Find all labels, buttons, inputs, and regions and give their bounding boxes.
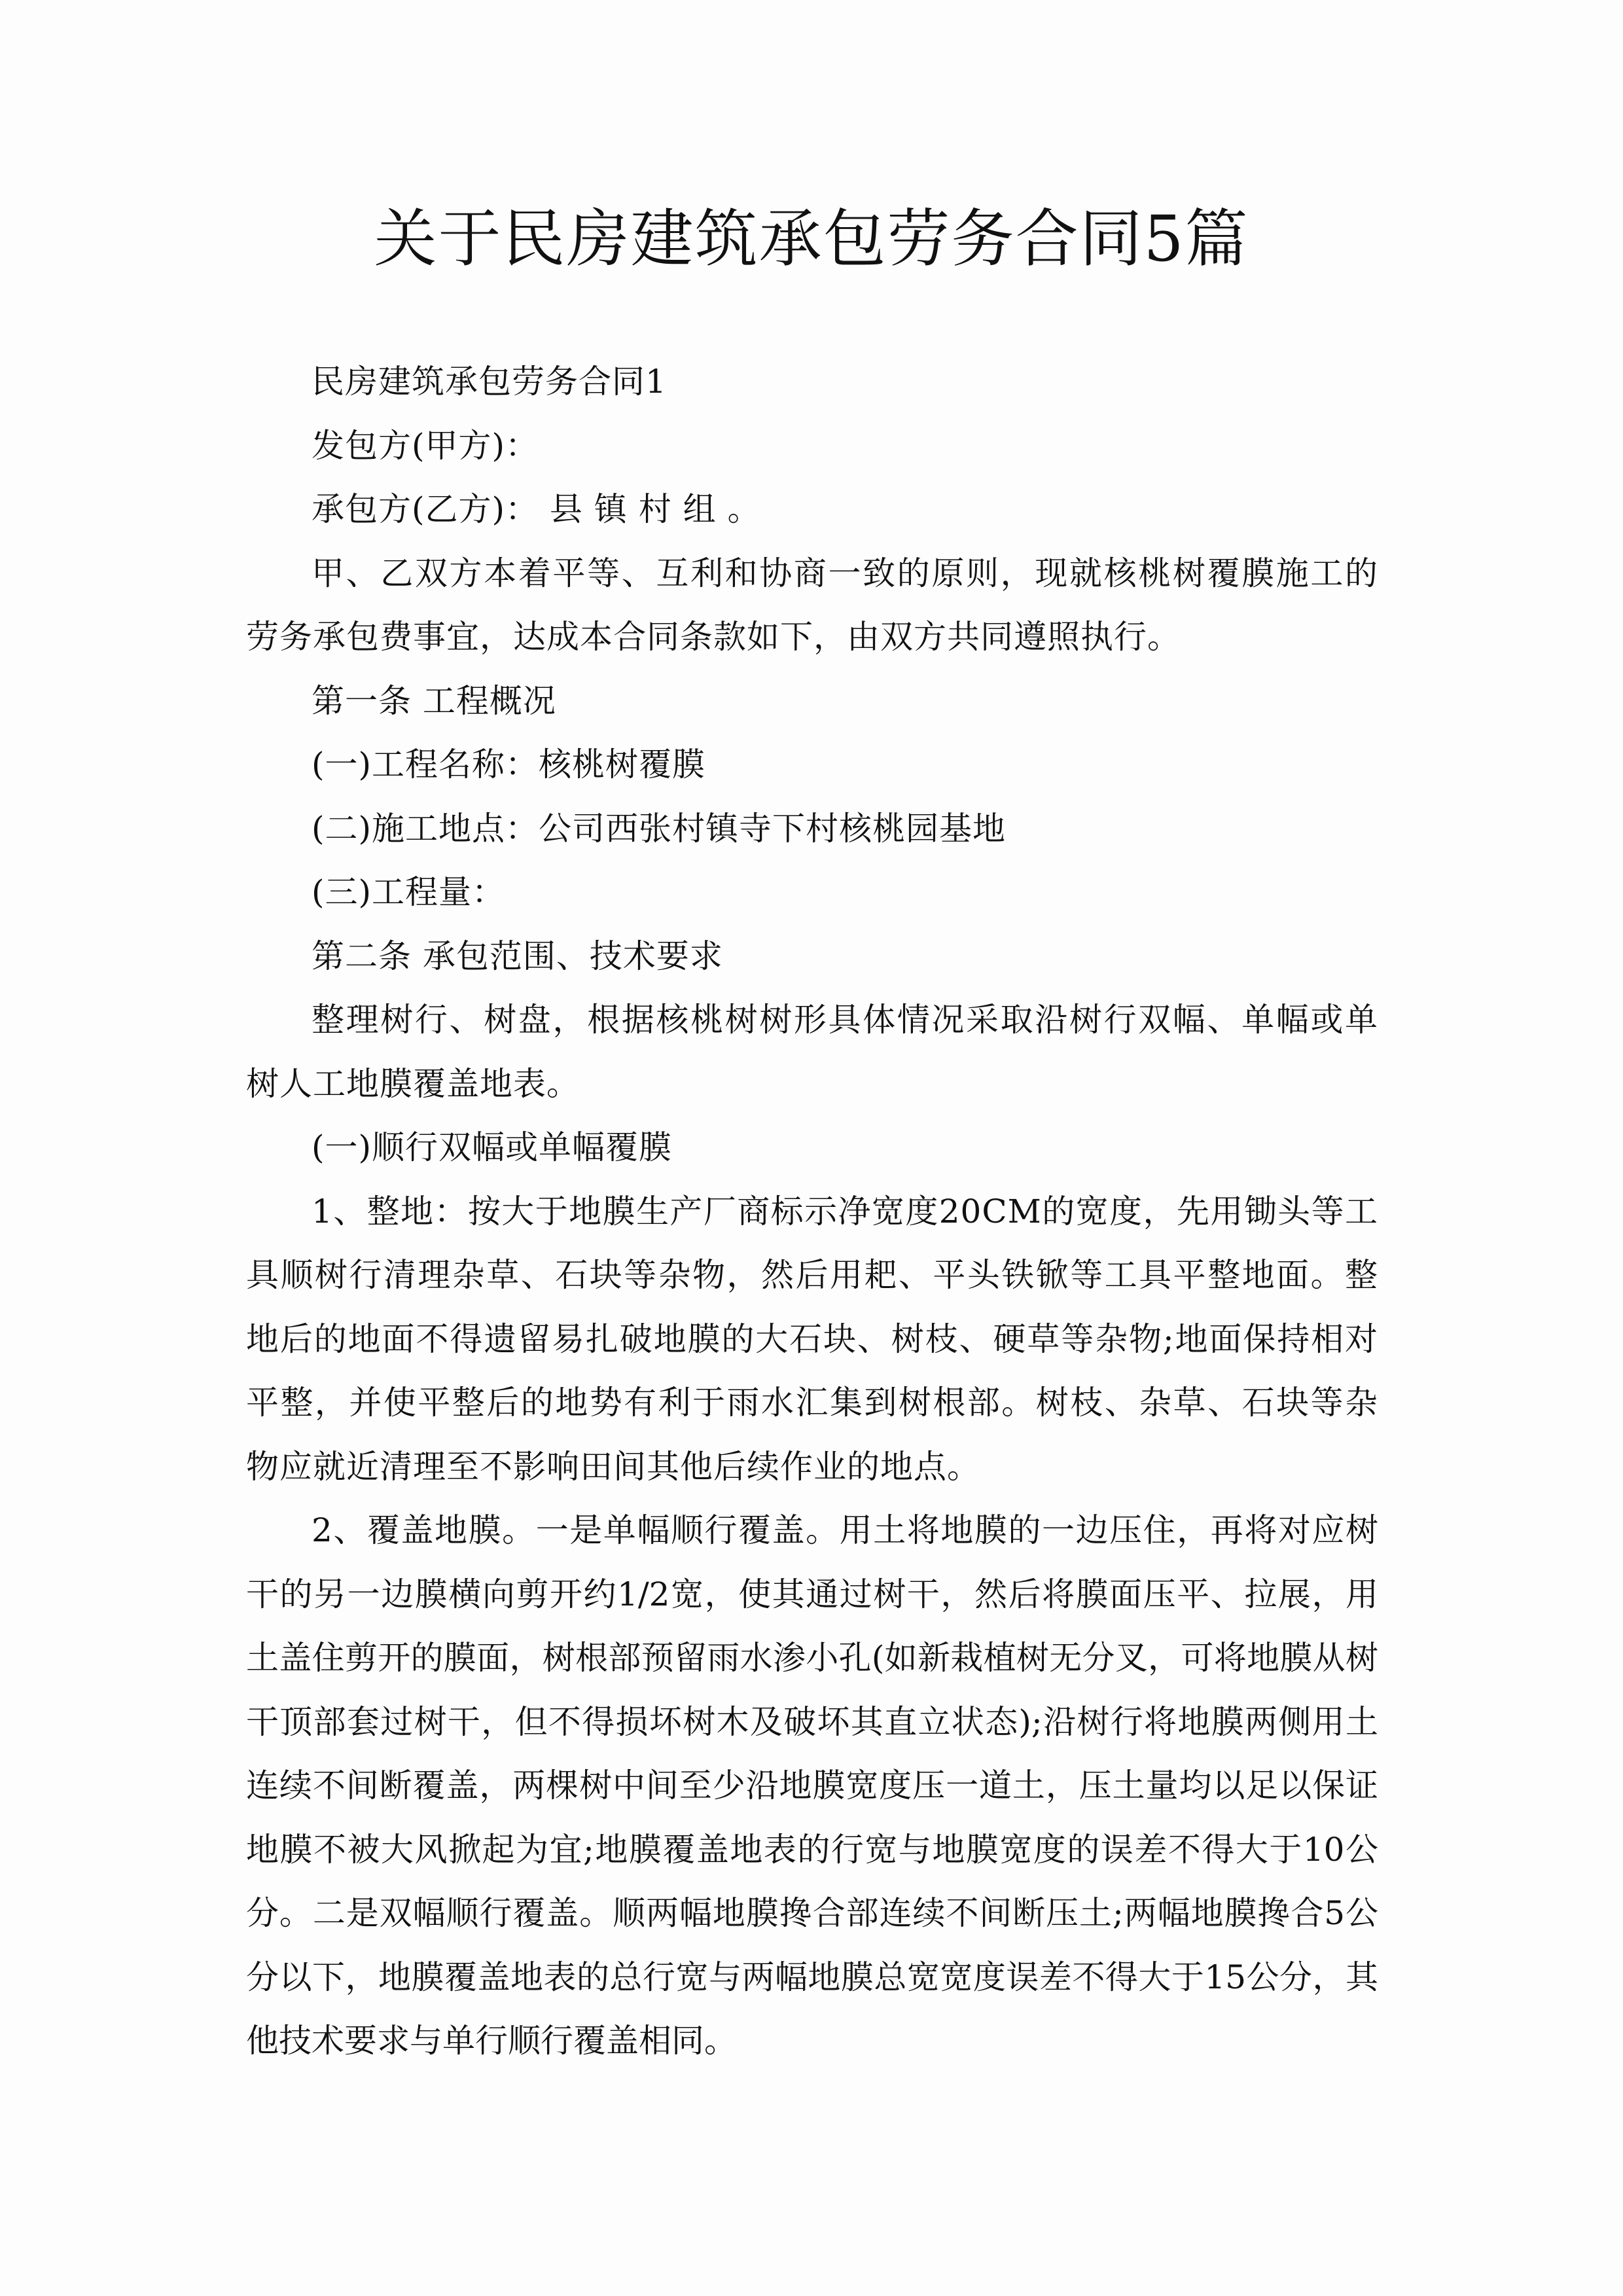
article-1-heading: 第一条 工程概况 [312,681,556,720]
preamble-paragraph: 甲、乙双方本着平等、互利和协商一致的原则，现就核桃树覆膜施工的劳务承包费事宜，达成本合同条款如下，由双方共同遵照执行。 [246,554,1378,656]
project-name-line: (一)工程名称：核桃树覆膜 [312,745,706,783]
document-title: 关于民房建筑承包劳务合同5篇 [374,202,1249,276]
film-covering-paragraph: 2、覆盖地膜。一是单幅顺行覆盖。用土将地膜的一边压住，再将对应树干的另一边膜横向剪开约1/2宽，使其通过树干，然后将膜面压平、拉展，用土盖住剪开的膜面，树根部预留雨水渗小孔(如新栽植树无分叉，可将地膜从树干顶部套过树干，但不得损坏树木及破坏其直立状态);沿树行将地膜两侧用土连续不间断覆盖，两棵树中间至少沿地膜宽度压一道土，压土量均以足以保证地膜不被大风掀起为宜;地膜覆盖地表的行宽与地膜宽度的误差不得大于10公分。二是双幅顺行覆盖。顺两幅地膜搀合部连续不间断压土;两幅地膜搀合5公分以下，地膜覆盖地表的总行宽与两幅地膜总宽宽度误差不得大于15公分，其他技术要求与单行顺行覆盖相同。 [246,1511,1378,2060]
party-b-line: 承包方(乙方)： 县 镇 村 组 。 [312,490,761,528]
scope-paragraph: 整理树行、树盘，根据核桃树树形具体情况采取沿树行双幅、单幅或单树人工地膜覆盖地表。 [246,1001,1378,1103]
land-preparation-paragraph: 1、整地：按大于地膜生产厂商标示净宽度20CM的宽度，先用锄头等工具顺树行清理杂草、石块等杂物，然后用耙、平头铁锨等工具平整地面。整地后的地面不得遗留易扎破地膜的大石块、树枝、硬草等杂物;地面保持相对平整，并使平整后的地势有利于雨水汇集到树根部。树枝、杂草、石块等杂物应就近清理至不影响田间其他后续作业的地点。 [246,1192,1378,1486]
contract-heading: 民房建筑承包劳务合同1 [312,363,667,401]
article-2-heading: 第二条 承包范围、技术要求 [312,937,723,975]
document-body [246,350,1378,2073]
project-location-line: (二)施工地点：公司西张村镇寺下村核桃园基地 [312,809,1007,848]
project-quantity-line: (三)工程量： [312,873,506,911]
party-a-line: 发包方(甲方)： [312,426,539,465]
section-1-heading: (一)顺行双幅或单幅覆膜 [312,1128,673,1166]
